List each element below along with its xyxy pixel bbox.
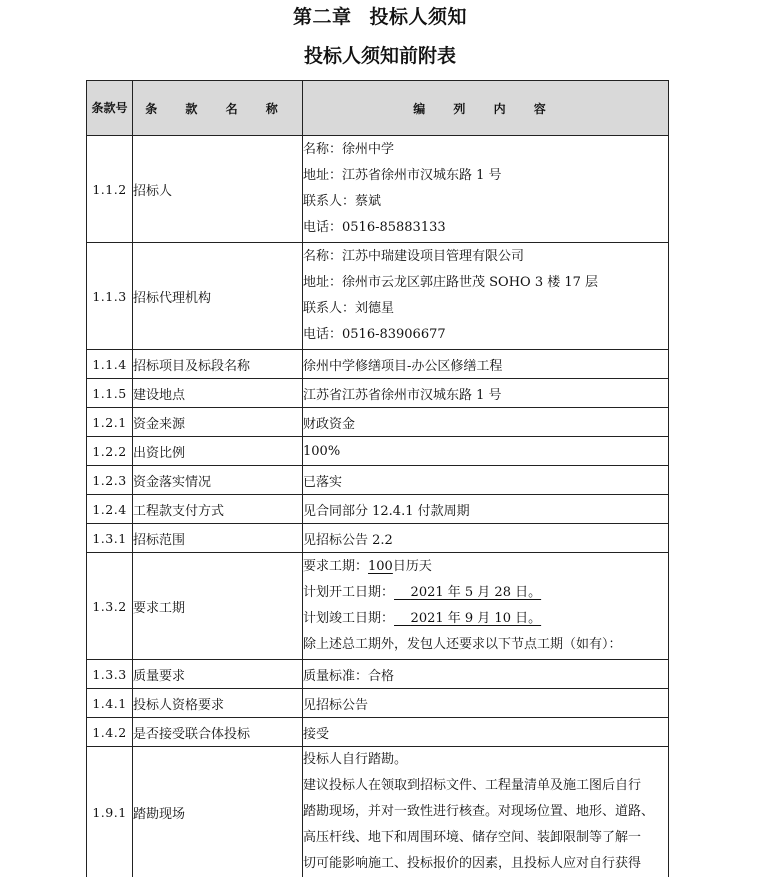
clause-name: 招标人: [133, 136, 303, 243]
clause-content: [303, 747, 669, 878]
clause-number: 1.4.2: [87, 718, 133, 747]
content-line: 切可能影响施工、投标报价的因素，且投标人应对自行获得: [303, 856, 642, 871]
clause-number: 1.2.2: [87, 437, 133, 466]
start-date-value: 2021 年 5 月 28 日。: [410, 585, 542, 600]
content-line: 踏勘现场，并对一致性进行核查。对现场位置、地形、道路、: [303, 804, 655, 819]
end-date-line: [303, 606, 668, 632]
table-header-row: [87, 81, 669, 136]
clause-name: 工程款支付方式: [133, 495, 303, 524]
table-row: [87, 660, 669, 689]
table-row: [87, 718, 669, 747]
clause-content: 100%: [303, 437, 669, 466]
clause-number: 1.2.1: [87, 408, 133, 437]
table-row: [87, 136, 669, 243]
milestone-note: 除上述总工期外，发包人还要求以下节点工期（如有）：: [303, 637, 622, 652]
table-row: [87, 553, 669, 660]
clause-content: 已落实: [303, 466, 669, 495]
content-line: 联系人：蔡斌: [303, 194, 382, 209]
clause-content: 质量标准：合格: [303, 660, 669, 689]
chapter-number: 第二章: [292, 6, 352, 28]
table-row: [87, 689, 669, 718]
column-header-no: 条款号: [87, 81, 133, 136]
content-line: 电话：0516-85883133: [303, 220, 446, 235]
clause-name: 资金落实情况: [133, 466, 303, 495]
clause-number: 1.3.2: [87, 553, 133, 660]
clause-name: 建设地点: [133, 379, 303, 408]
content-line: 建议投标人在领取到招标文件、工程量清单及施工图后自行: [303, 778, 642, 793]
column-header-content: 编 列 内 容: [303, 81, 669, 136]
clause-name: 踏勘现场: [133, 747, 303, 878]
table-row: [87, 437, 669, 466]
front-table: [86, 80, 669, 877]
chapter-title: [0, 2, 760, 29]
table-row: [87, 350, 669, 379]
clause-content: 见合同部分 12.4.1 付款周期: [303, 495, 669, 524]
table-row: [87, 379, 669, 408]
clause-number: 1.3.3: [87, 660, 133, 689]
clause-number: 1.9.1: [87, 747, 133, 878]
clause-number: 1.4.1: [87, 689, 133, 718]
clause-content: 见招标公告 2.2: [303, 524, 669, 553]
page-subtitle: 投标人须知前附表: [303, 45, 456, 67]
table-row: [87, 466, 669, 495]
clause-name: 资金来源: [133, 408, 303, 437]
clause-name: 招标范围: [133, 524, 303, 553]
table-row: [87, 747, 669, 878]
duration-suffix: 日历天: [392, 559, 432, 574]
clause-content: 财政资金: [303, 408, 669, 437]
content-line: 地址：江苏省徐州市汉城东路 1 号: [303, 168, 502, 183]
duration-line: [303, 554, 668, 580]
start-date-label: 计划开工日期：: [303, 585, 395, 600]
clause-number: 1.1.4: [87, 350, 133, 379]
clause-name: 投标人资格要求: [133, 689, 303, 718]
clause-content: 见招标公告: [303, 689, 669, 718]
content-line: 高压杆线、地下和周围环境、储存空间、装卸限制等了解一: [303, 830, 642, 845]
content-line: 联系人：刘德星: [303, 301, 395, 316]
table-row: [87, 524, 669, 553]
clause-name: 质量要求: [133, 660, 303, 689]
clause-name: 招标代理机构: [133, 243, 303, 350]
clause-name: 出资比例: [133, 437, 303, 466]
content-line: 名称：江苏中瑞建设项目管理有限公司: [303, 249, 525, 264]
clause-number: 1.3.1: [87, 524, 133, 553]
column-header-name: 条 款 名 称: [133, 81, 303, 136]
clause-number: 1.1.3: [87, 243, 133, 350]
clause-number: 1.1.5: [87, 379, 133, 408]
clause-name: 要求工期: [133, 553, 303, 660]
end-date-value: 2021 年 9 月 10 日。: [410, 611, 542, 626]
content-line: 电话：0516-83906677: [303, 327, 446, 342]
clause-content: [303, 243, 669, 350]
clause-number: 1.1.2: [87, 136, 133, 243]
clause-content: [303, 553, 669, 660]
clause-name: 招标项目及标段名称: [133, 350, 303, 379]
table-row: [87, 243, 669, 350]
clause-number: 1.2.3: [87, 466, 133, 495]
table-row: [87, 408, 669, 437]
clause-content: 接受: [303, 718, 669, 747]
clause-content: [303, 136, 669, 243]
clause-name: 是否接受联合体投标: [133, 718, 303, 747]
end-date-label: 计划竣工日期：: [303, 611, 395, 626]
duration-prefix: 要求工期：: [303, 559, 369, 574]
content-line: 地址：徐州市云龙区郭庄路世茂 SOHO 3 楼 17 层: [303, 275, 599, 290]
table-row: [87, 495, 669, 524]
content-line: 投标人自行踏勘。: [303, 752, 408, 767]
chapter-name: 投标人须知: [369, 6, 468, 28]
clause-content: 江苏省江苏省徐州市汉城东路 1 号: [303, 379, 669, 408]
clause-content: 徐州中学修缮项目-办公区修缮工程: [303, 350, 669, 379]
duration-value: 100: [368, 559, 393, 574]
start-date-line: [303, 580, 668, 606]
clause-number: 1.2.4: [87, 495, 133, 524]
content-line: 名称：徐州中学: [303, 142, 395, 157]
